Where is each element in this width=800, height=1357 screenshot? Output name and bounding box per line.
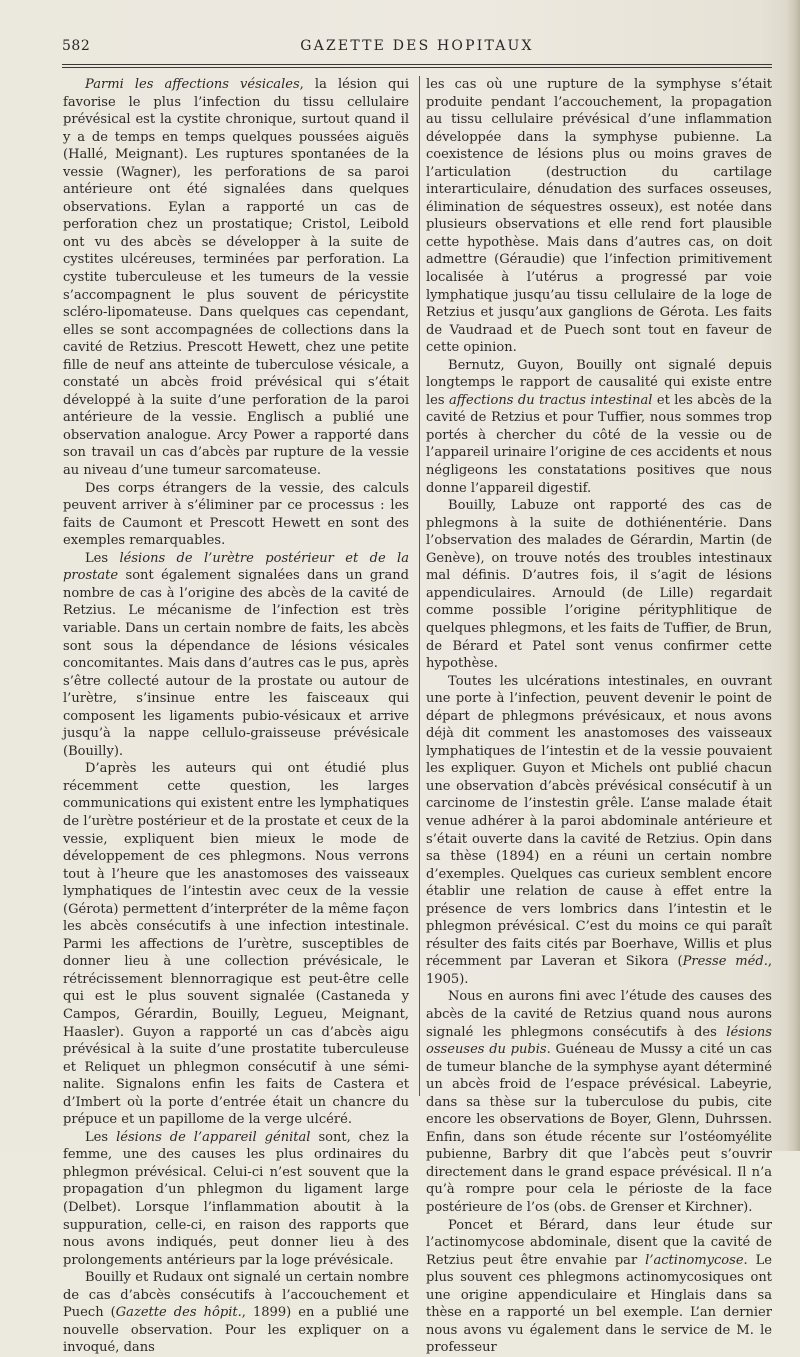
text-run: les cas où une rupture de la symphyse s’était produite pendant l’accouchement, la propagation au tissu cellulaire prévésical d’une inflammation développée dans la symphyse pubienne. La coexistence de lésions plus ou moins graves de l’articulation (destruction du cartilage interarticulaire, dénudation des surfaces osseuses, élimination de séquestres osseux), est notée dans plusieurs observations et elle rend fort plausible cette hypothèse. Mais dans d’autres cas, on doit admettre (Géraudie) que l’infection primitivement localisée à l’utérus a progressé par voie lymphatique jusqu’au tissu cellulaire de la loge de Retzius et jusqu’aux ganglions de Gérota. Les faits de Vaudraad et de Puech sont tout en faveur de cette opinion. (426, 77, 772, 356)
italic-text-run: l’actinomycose (645, 1252, 744, 1268)
text-run: Les (85, 550, 120, 566)
paragraph (426, 357, 772, 497)
paragraph (63, 1129, 409, 1269)
column-divider (419, 76, 420, 1096)
text-run: Nous en aurons fini avec l’étude des causes des abcès de la cavité de Retzius quand nous aurons signalé les phlegmons consécutifs à des (426, 989, 772, 1040)
text-run: sont également signalées dans un grand nombre de cas à l’origine des abcès de la cavité de Retzius. Le mécanisme de l’infection est très variable. Dans un certain nombre de faits, les abcès sont sous la dépendance de lésions vésicales concomitantes. Mais dans d’autres cas le pus, après s’être collecté autour de la prostate ou autour de l’urètre, s’insinue entre les faisceaux qui composent les ligaments pubio-vésicaux et arrive jusqu’à la nappe cellulo-graisseuse prévésicale (Bouilly). (63, 568, 409, 759)
paragraph (426, 1217, 772, 1357)
paragraph (426, 497, 772, 672)
italic-text-run: Presse méd. (682, 954, 768, 970)
italic-text-run: Parmi les affections vésicales (85, 77, 300, 92)
text-run: Bouilly et Rudaux ont signalé un certain nombre de cas d’abcès consécutifs à l’accouchement et Puech ( (63, 1270, 409, 1321)
text-run: , 1905). (426, 954, 772, 987)
paragraph (426, 988, 772, 1216)
header-rule-double (62, 67, 772, 68)
text-run: , 1899) en a publié une nouvelle observation. Pour les expliquer on a invoqué, dans (63, 1305, 409, 1356)
text-run: . Guéneau de Mussy a cité un cas de tumeur blanche de la symphyse ayant déterminé un abcès froid de l’espace prévésical. Labeyrie, dans sa thèse sur la tuberculose du pubis, cite encore les observations de Boyer, Glenn, Duhrssen. Enfin, dans son étude récente sur l’ostéomyélite pubienne, Barbry dit que l’abcès peut s’ouvrir directement dans le grand espace prévésical. Il n’a qu’à rompre pour cela le périoste de la face postérieure de l’os (obs. de Grenser et Kirchner). (426, 1042, 772, 1215)
text-run: D’après les auteurs qui ont étudié plus récemment cette question, les larges communications qui existent entre les lymphatiques de l’urètre postérieur et de la prostate et ceux de la vessie, expliquent bien mieux le mode de développement de ces phlegmons. Nous verrons tout à l’heure que les anastomoses des vaisseaux lymphatiques de l’intestin avec ceux de la vessie (Gérota) permettent d’interpréter de la même façon les abcès consécutifs à une infection intestinale. Parmi les affections de l’urètre, susceptibles de donner lieu à une collection prévésicale, le rétrécissement blennorragique est peut-être celle qui est le plus souvent signalée (Castaneda y Campos, Gérardin, Bouilly, Legueu, Meignant, Haasler). Guyon a rapporté un cas d’abcès aigu prévésical à la suite d’une prostatite tuberculeuse et Reliquet un phlegmon consécutif à une sémi-nalite. Signalons enfin les faits de Castera et d’Imbert où la porte d’entrée était un chancre du prépuce et un papillome de la verge ulcéré. (63, 761, 409, 1128)
paragraph (426, 673, 772, 989)
italic-text-run: Gazette des hôpit. (115, 1305, 242, 1321)
text-run: et les abcès de la cavité de Retzius et pour Tuffier, nous sommes trop portés à chercher du côté de la vessie ou de l’appareil urinaire l’origine de ces accidents et nous négligeons les constatations positives que nous donne l’appareil digestif. (426, 392, 773, 496)
page-header (62, 38, 772, 58)
italic-text-run: lésions de l’appareil génital (116, 1129, 311, 1145)
text-run: Les (85, 1129, 117, 1145)
text-run: sont, chez la femme, une des causes les plus ordinaires du phlegmon prévésical. Celui-ci n’est souvent que la propagation d’un phlegmon du ligament large (Delbet). Lorsque l’inflammation aboutit à la suppuration, celle-ci, en raison des rapports que nous avons indiqués, peut donner lieu à des prolongements antérieurs par la loge prévésicale. (63, 1129, 409, 1268)
text-run: Bouilly, Labuze ont rapporté des cas de phlegmons à la suite de dothiénentérie. Dans l’observation des malades de Gérardin, Martin (de Genève), on trouve notés des troubles intestinaux mal définis. D’autres fois, il s’agit de lésions appendiculaires. Arnould (de Lille) regardait comme possible l’origine pérityphlitique de quelques phlegmons, et les faits de Tuffier, de Brun, de Bérard et Patel sont venus confirmer cette hypothèse. (426, 498, 772, 672)
paragraph (63, 550, 409, 761)
text-run: Poncet et Bérard, dans leur étude sur l’actinomycose abdominale, disent que la cavité de Retzius peut être envahie par (426, 1217, 772, 1268)
text-run: , la lésion qui favorise le plus l’infection du tissu cellulaire prévésical est la cystite chronique, surtout quand il y a de temps en temps quelques poussées aiguës (Hallé, Meignant). Les ruptures spontanées de la vessie (Wagner), les perforations de sa paroi antérieure ont été signalées dans quelques observations. Eylan a rapporté un cas de perforation chez un prostatique; Cristol, Leibold ont vu des abcès se développer à la suite de cystites ulcéreuses, terminées par perforation. La cystite tuberculeuse et les tumeurs de la vessie s’accompagnent le plus souvent de péricystite scléro-lipomateuse. Dans quelques cas cependant, elles se sont accompagnées de collections dans la cavité de Retzius. Prescott Hewett, chez une petite fille de neuf ans atteinte de tuberculose vésicale, a constaté un abcès froid prévésical qui s’était développé à la suite d’une perforation de la paroi antérieure de la vessie. Englisch a publié une observation analogue. Arcy Power a rapporté dans son travail un cas d’abcès par rupture de la vessie au niveau d’une tumeur sarcomateuse. (63, 77, 409, 479)
paragraph (426, 76, 772, 357)
page-number: 582 (62, 38, 91, 54)
right-text-column (426, 76, 772, 1357)
text-run: Bernutz, Guyon, Bouilly ont signalé depuis longtemps le rapport de causalité qui existe entre les (426, 357, 772, 408)
italic-text-run: affections du tractus intestinal (449, 392, 653, 408)
left-text-column (63, 76, 409, 1357)
italic-text-run: lésions osseuses du pubis (426, 1024, 772, 1058)
text-run: Toutes les ulcérations intestinales, en ouvrant une porte à l’infection, peuvent devenir le point de départ de phlegmons prévésicaux, et nous avons déjà dit comment les anastomoses des vaisseaux lymphatiques de l’intestin et de la vessie pouvaient les expliquer. Guyon et Michels ont publié chacun une observation d’abcès prévésical consécutif à un carcinome de l’instestin grêle. L’anse malade était venue adhérer à la paroi abdominale antérieure et s’était ouverte dans la cavité de Retzius. Opin dans sa thèse (1894) en a réuni un certain nombre d’exemples. Quelques cas curieux semblent encore établir une relation de cause à effet entre la présence de vers lombrics dans l’intestin et le phlegmon prévésical. C’est du moins ce qui paraît résulter des faits cités par Boerhave, Willis et plus récemment par Laveran et Sikora ( (426, 673, 772, 970)
text-run: . Le plus souvent ces phlegmons actinomycosiques ont une origine appendiculaire et Hinglais dans sa thèse en a rapporté un bel exemple. L’an dernier nous avons vu également dans le service de M. le professeur (426, 1252, 773, 1356)
paragraph (63, 760, 409, 1128)
paragraph (63, 76, 409, 480)
header-rule (62, 64, 772, 65)
running-title: GAZETTE DES HOPITAUX (300, 38, 534, 54)
paragraph (63, 480, 409, 550)
text-run: Des corps étrangers de la vessie, des calculs peuvent arriver à s’éliminer par ce processus : les faits de Caumont et Prescott Hewett en sont des exemples remarquables. (63, 480, 409, 549)
page-edge-shadow (786, 0, 800, 1151)
paragraph (63, 1269, 409, 1357)
italic-text-run: lésions de l’urètre postérieur et de la prostate (63, 550, 409, 584)
